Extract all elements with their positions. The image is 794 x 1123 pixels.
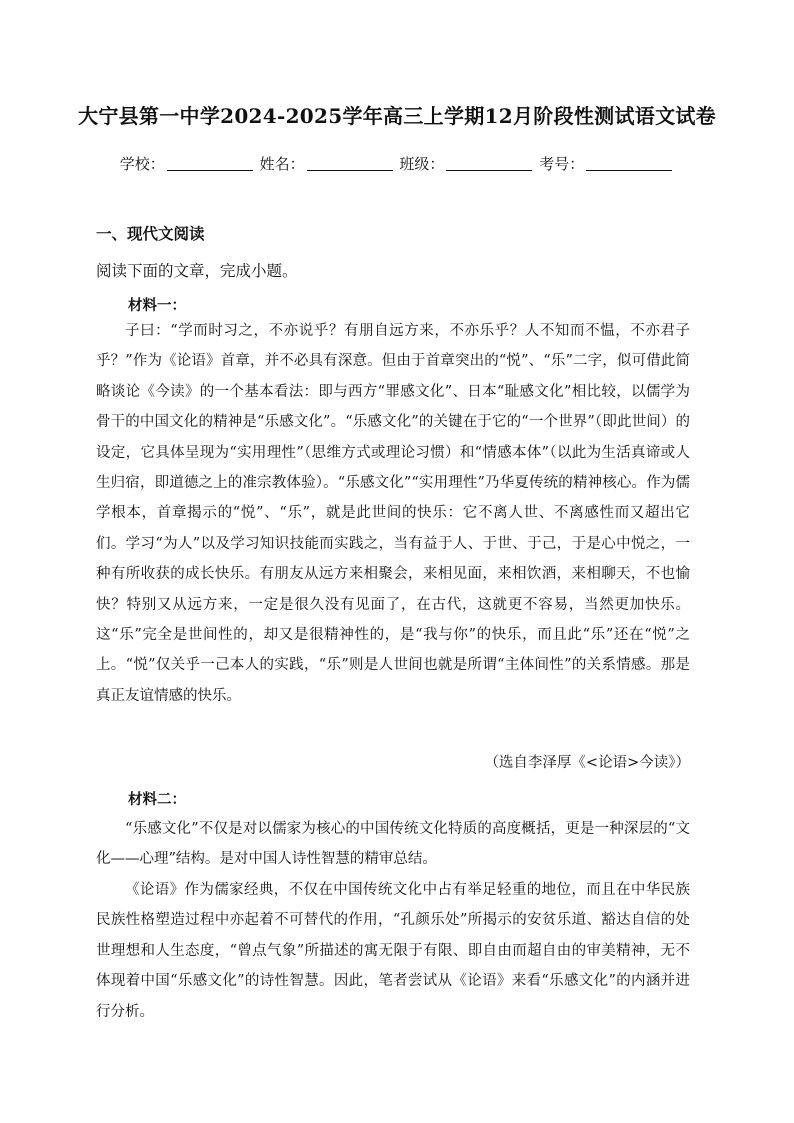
material2-paragraph-2: 《论语》作为儒家经典，不仅在中国传统文化中占有举足轻重的地位，而且在中华民族民族性格塑造过程中亦起着不可替代的作用，“孔颜乐处”所揭示的安贫乐道、豁达自信的处世理想和人生态度，“曾点气象”所描述的寓无限于有限、即自由而超自由的审美精神，无不体现着中国“乐感文化”的诗性智慧。因此，笔者尝试从《论语》来看“乐感文化”的内涵并进行分析。: [96, 882, 690, 1020]
material2-paragraph-1: “乐感文化”不仅是对以儒家为核心的中国传统文化特质的高度概括，更是一种深层的“文化——心理”结构。是对中国人诗性智慧的精审总结。: [96, 821, 690, 868]
name-blank[interactable]: [307, 156, 393, 171]
class-blank[interactable]: [446, 156, 532, 171]
instruction-text: 阅读下面的文章，完成小题。: [96, 262, 298, 280]
name-label: 姓名：: [259, 155, 305, 173]
material1-source: （选自李泽厚《<论语>今读》）: [484, 755, 690, 771]
material2-heading: 材料二：: [128, 791, 186, 808]
material1-paragraph: 子曰：“学而时习之，不亦说乎？有朋自远方来，不亦乐乎？人不知而不愠，不亦君子乎？”作为《论语》首章，并不必具有深意。但由于首章突出的“悦”、“乐”二字，似可借此简略谈论《今读》的一个基本看法：即与西方“罪感文化”、日本“耻感文化”相比较，以儒学为骨干的中国文化的精神是“乐感文化”。“乐感文化”的关键在于它的“一个世界”（即此世间）的设定，它具体呈现为“实用理性”（思维方式或理论习惯）和“情感本体”（以此为生活真谛或人生归宿，即道德之上的准宗教体验）。“乐感文化”“实用理性”乃华夏传统的精神核心。作为儒学根本，首章揭示的“悦”、“乐”，就是此世间的快乐：它不离人世、不离感性而又超出它们。学习“为人”以及学习知识技能而实践之，当有益于人、于世、于己，于是心中悦之，一种有所收获的成长快乐。有朋友从远方来相聚会，来相见面，来相饮酒，来相聊天，不也愉快？特别又从远方来，一定是很久没有见面了，在古代，这就更不容易，当然更加快乐。这“乐”完全是世间性的，却又是很精神性的，是“我与你”的快乐，而且此“乐”还在“悦”之上。“悦”仅关乎一己本人的实践，“乐”则是人世间也就是所谓“主体间性”的关系情感。那是真正友谊情感的快乐。: [96, 323, 690, 704]
section-title: 一、现代文阅读: [96, 225, 205, 243]
exam-number-label: 考号：: [539, 155, 585, 173]
material1-heading: 材料一：: [128, 297, 186, 314]
class-label: 班级：: [399, 155, 445, 173]
school-label: 学校：: [119, 155, 165, 173]
exam-title: 大宁县第一中学2024-2025学年高三上学期12月阶段性测试语文试卷: [78, 104, 716, 128]
exam-number-blank[interactable]: [586, 156, 672, 171]
school-blank[interactable]: [167, 156, 253, 171]
student-info-row: [0, 153, 794, 174]
